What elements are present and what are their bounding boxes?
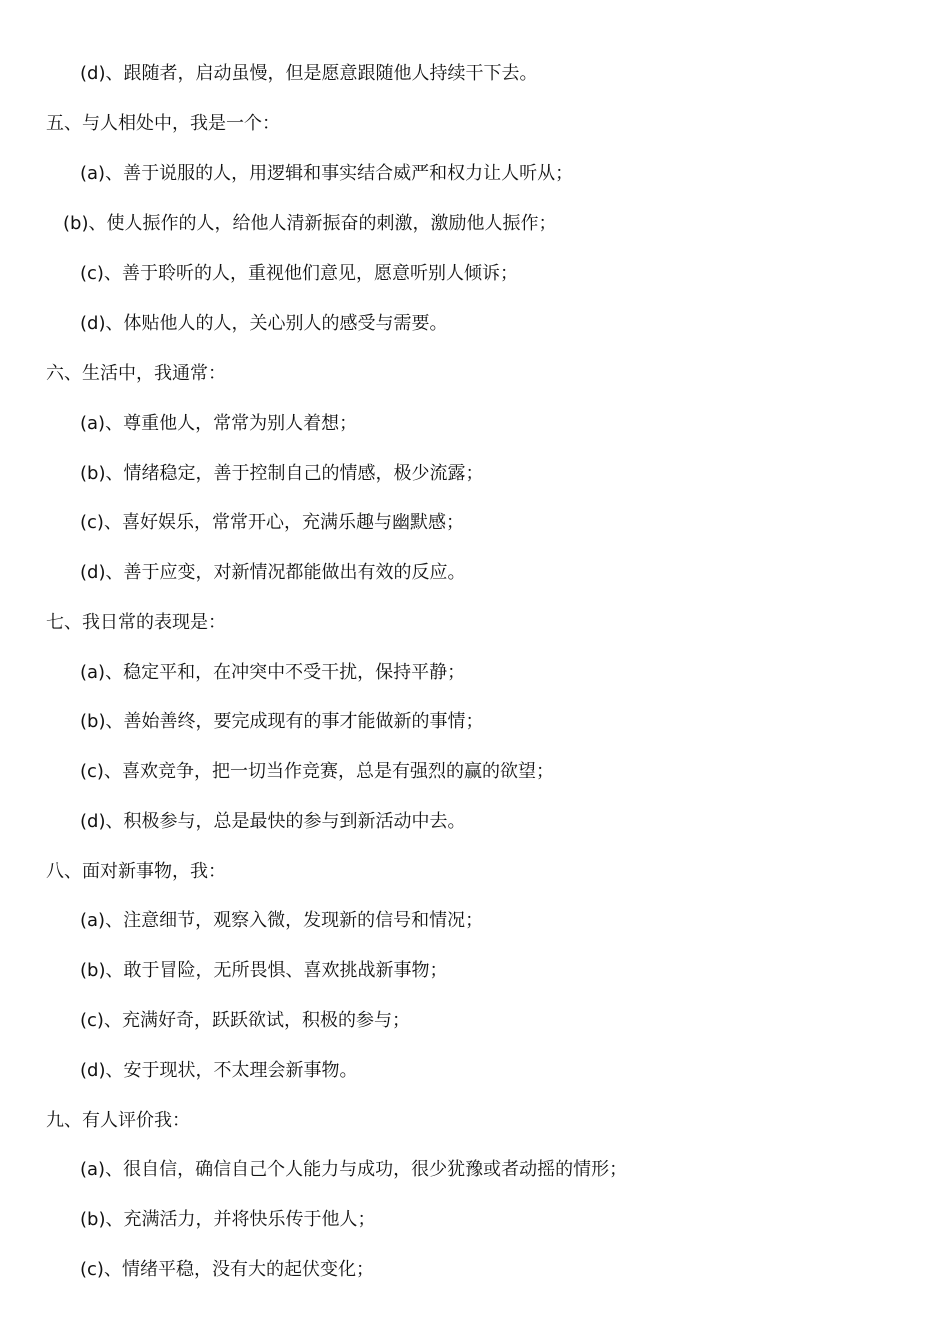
question-heading: 五、与人相处中，我是一个：	[46, 113, 280, 134]
option-line: (d)、积极参与，总是最快的参与到新活动中去。	[80, 811, 466, 832]
option-line: (c)、充满好奇，跃跃欲试，积极的参与；	[80, 1010, 410, 1031]
option-line: (d)、安于现状，不太理会新事物。	[80, 1060, 358, 1081]
option-line: (c)、善于聆听的人，重视他们意见，愿意听别人倾诉；	[80, 263, 518, 284]
option-line: (b)、敢于冒险，无所畏惧、喜欢挑战新事物；	[80, 960, 448, 981]
option-line: (b)、使人振作的人，给他人清新振奋的刺激，激励他人振作；	[63, 213, 557, 234]
option-line: (a)、稳定平和，在冲突中不受干扰，保持平静；	[80, 662, 466, 683]
option-line: (d)、跟随者，启动虽慢，但是愿意跟随他人持续干下去。	[80, 63, 538, 84]
option-line: (a)、善于说服的人，用逻辑和事实结合威严和权力让人听从；	[80, 163, 574, 184]
option-line: (d)、善于应变，对新情况都能做出有效的反应。	[80, 562, 466, 583]
question-heading: 九、有人评价我：	[46, 1110, 190, 1131]
option-line: (a)、很自信，确信自己个人能力与成功，很少犹豫或者动摇的情形；	[80, 1159, 628, 1180]
option-line: (d)、体贴他人的人，关心别人的感受与需要。	[80, 313, 448, 334]
question-heading: 六、生活中，我通常：	[46, 363, 226, 384]
option-line: (b)、善始善终，要完成现有的事才能做新的事情；	[80, 711, 484, 732]
option-line: (c)、喜欢竞争，把一切当作竞赛，总是有强烈的赢的欲望；	[80, 761, 554, 782]
option-line: (c)、喜好娱乐，常常开心，充满乐趣与幽默感；	[80, 512, 464, 533]
option-line: (b)、充满活力，并将快乐传于他人；	[80, 1209, 376, 1230]
option-line: (c)、情绪平稳，没有大的起伏变化；	[80, 1259, 374, 1280]
option-line: (a)、尊重他人，常常为别人着想；	[80, 413, 358, 434]
option-line: (b)、情绪稳定，善于控制自己的情感，极少流露；	[80, 463, 484, 484]
question-heading: 八、面对新事物，我：	[46, 861, 226, 882]
question-heading: 七、我日常的表现是：	[46, 612, 226, 633]
option-line: (a)、注意细节，观察入微，发现新的信号和情况；	[80, 910, 484, 931]
